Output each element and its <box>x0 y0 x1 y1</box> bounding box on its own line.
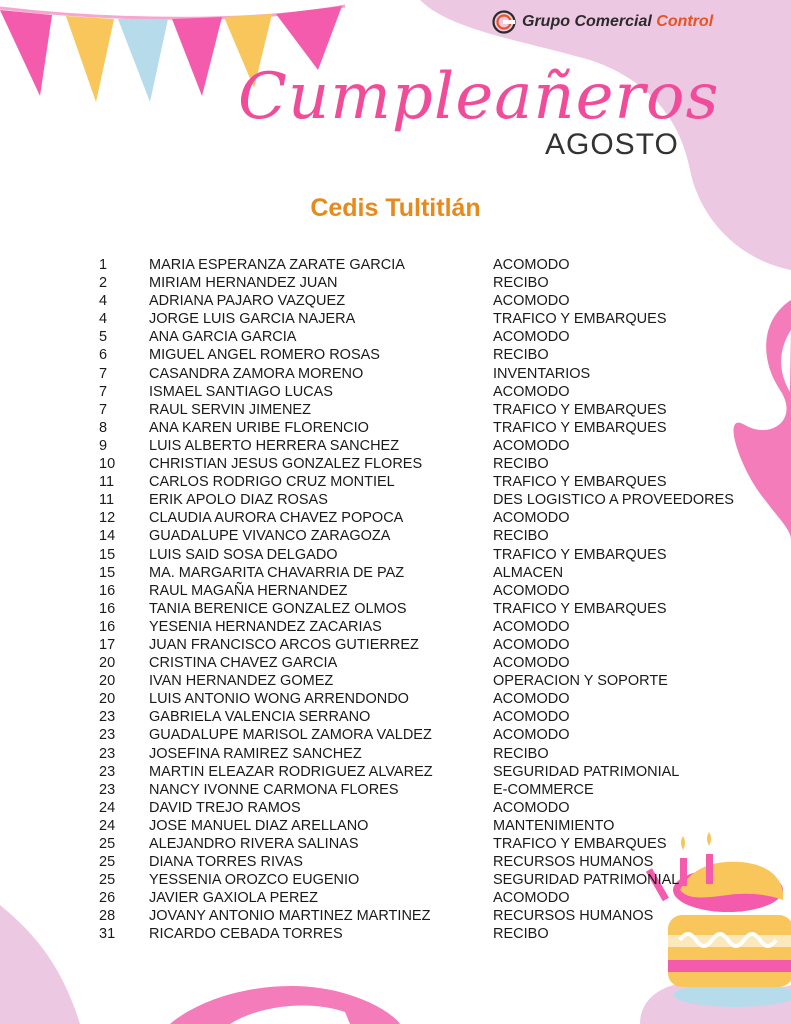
employee-name: MARTIN ELEAZAR RODRIGUEZ ALVAREZ <box>149 763 433 780</box>
employee-name: GABRIELA VALENCIA SERRANO <box>149 709 371 726</box>
logo-name-main: Grupo Comercial <box>522 13 652 30</box>
employee-name: JORGE LUIS GARCIA NAJERA <box>149 311 356 328</box>
birthday-day: 24 <box>99 799 116 816</box>
employee-name: CARLOS RODRIGO CRUZ MONTIEL <box>149 474 395 491</box>
birthday-day: 17 <box>99 636 116 653</box>
department: ALMACEN <box>493 564 564 581</box>
department: ACOMODO <box>493 799 570 816</box>
birthday-day: 8 <box>99 419 108 436</box>
employee-name: RAUL SERVIN JIMENEZ <box>149 401 311 418</box>
employee-name: CHRISTIAN JESUS GONZALEZ FLORES <box>149 456 423 473</box>
employee-name: JAVIER GAXIOLA PEREZ <box>149 890 318 907</box>
birthday-day: 25 <box>99 836 116 852</box>
department: TRAFICO Y EMBARQUES <box>493 401 667 418</box>
employee-name: MA. MARGARITA CHAVARRIA DE PAZ <box>149 564 405 581</box>
birthday-day: 11 <box>99 492 115 509</box>
employee-name: CLAUDIA AURORA CHAVEZ POPOCA <box>149 510 404 527</box>
month-label: AGOSTO <box>545 128 679 161</box>
birthday-day: 16 <box>99 600 116 617</box>
birthday-day: 28 <box>99 908 116 925</box>
birthday-day: 10 <box>99 456 116 473</box>
department: TRAFICO Y EMBARQUES <box>493 419 667 436</box>
birthday-day: 25 <box>99 854 116 871</box>
department: TRAFICO Y EMBARQUES <box>493 836 667 852</box>
bunting-flag-blue <box>118 19 168 102</box>
employee-name: JOVANY ANTONIO MARTINEZ MARTINEZ <box>149 908 431 925</box>
birthday-day: 26 <box>99 890 116 907</box>
department: ACOMODO <box>493 437 570 454</box>
birthday-day: 23 <box>99 709 116 726</box>
birthday-day: 5 <box>99 329 108 346</box>
birthday-day: 2 <box>99 275 108 292</box>
department: E-COMMERCE <box>493 781 594 798</box>
employee-name: ANA GARCIA GARCIA <box>149 329 297 346</box>
page-title: Cumpleañeros <box>238 60 720 134</box>
department: ACOMODO <box>493 293 570 310</box>
birthday-day: 1 <box>99 257 108 273</box>
bunting-flag-pink <box>0 10 52 96</box>
birthday-day: 31 <box>99 926 116 943</box>
employee-name: LUIS ALBERTO HERRERA SANCHEZ <box>149 437 400 454</box>
birthday-day: 24 <box>99 817 116 834</box>
birthday-day: 20 <box>99 691 116 708</box>
birthday-day: 20 <box>99 673 116 690</box>
birthday-day: 4 <box>99 311 108 328</box>
birthday-day: 7 <box>99 401 108 418</box>
employee-name: NANCY IVONNE CARMONA FLORES <box>149 781 399 798</box>
bunting-flag-yellow <box>66 16 114 102</box>
employee-name: TANIA BERENICE GONZALEZ OLMOS <box>149 600 407 617</box>
birthday-day: 4 <box>99 293 108 310</box>
department: TRAFICO Y EMBARQUES <box>493 474 667 491</box>
employee-name: ALEJANDRO RIVERA SALINAS <box>149 836 359 852</box>
employee-name: MARIA ESPERANZA ZARATE GARCIA <box>149 257 405 273</box>
employee-name: MIGUEL ANGEL ROMERO ROSAS <box>149 347 380 364</box>
department: RECIBO <box>493 347 549 364</box>
department: MANTENIMIENTO <box>493 817 615 834</box>
department: RECIBO <box>493 745 549 762</box>
logo-text <box>522 13 713 31</box>
employee-name: LUIS SAID SOSA DELGADO <box>149 546 338 563</box>
birthday-day: 7 <box>99 383 108 400</box>
department: ACOMODO <box>493 727 570 744</box>
employee-name: MIRIAM HERNANDEZ JUAN <box>149 275 338 292</box>
bunting-flag-pink-2 <box>172 17 222 96</box>
employee-name: GUADALUPE VIVANCO ZARAGOZA <box>149 528 391 545</box>
employee-name: CASANDRA ZAMORA MORENO <box>149 365 364 382</box>
department: INVENTARIOS <box>493 365 591 382</box>
department: RECIBO <box>493 456 549 473</box>
department: SEGURIDAD PATRIMONIAL <box>493 872 680 889</box>
birthday-day: 7 <box>99 365 108 382</box>
pink-swirl-right <box>734 300 791 540</box>
birthday-day: 23 <box>99 763 116 780</box>
birthday-day: 6 <box>99 347 108 364</box>
department: ACOMODO <box>493 890 570 907</box>
lilac-blob-bottom-left <box>0 905 80 1024</box>
employee-name: JOSE MANUEL DIAZ ARELLANO <box>149 817 369 834</box>
employee-name: ANA KAREN URIBE FLORENCIO <box>149 419 369 436</box>
department: ACOMODO <box>493 691 570 708</box>
employee-name: LUIS ANTONIO WONG ARRENDONDO <box>149 691 409 708</box>
logo-mark-icon <box>492 10 516 34</box>
birthday-day: 14 <box>99 528 116 545</box>
birthday-day: 23 <box>99 727 116 744</box>
department: ACOMODO <box>493 257 570 273</box>
birthday-day: 15 <box>99 564 116 581</box>
birthday-day: 25 <box>99 872 116 889</box>
employee-name: IVAN HERNANDEZ GOMEZ <box>149 673 334 690</box>
birthday-day: 11 <box>99 474 115 491</box>
department: RECIBO <box>493 528 549 545</box>
birthday-day: 12 <box>99 510 116 527</box>
department: RECIBO <box>493 926 549 943</box>
birthday-day: 9 <box>99 437 108 454</box>
department: ACOMODO <box>493 582 570 599</box>
employee-name: ADRIANA PAJARO VAZQUEZ <box>149 293 346 310</box>
department: RECIBO <box>493 275 549 292</box>
birthday-day: 16 <box>99 582 116 599</box>
birthday-day: 16 <box>99 618 116 635</box>
employee-name: YESENIA HERNANDEZ ZACARIAS <box>149 618 382 635</box>
employee-name: DAVID TREJO RAMOS <box>149 799 301 816</box>
department: DES LOGISTICO A PROVEEDORES <box>493 492 734 509</box>
location-subtitle: Cedis Tultitlán <box>310 194 481 222</box>
birthday-day: 23 <box>99 781 116 798</box>
company-logo <box>492 10 713 34</box>
employee-name: GUADALUPE MARISOL ZAMORA VALDEZ <box>149 727 432 744</box>
department: ACOMODO <box>493 383 570 400</box>
department: TRAFICO Y EMBARQUES <box>493 600 667 617</box>
department: ACOMODO <box>493 618 570 635</box>
cake-illustration <box>646 832 791 1007</box>
department: ACOMODO <box>493 329 570 346</box>
birthday-day: 20 <box>99 655 116 672</box>
employee-name: DIANA TORRES RIVAS <box>149 854 303 871</box>
employee-name: ISMAEL SANTIAGO LUCAS <box>149 383 333 400</box>
department: ACOMODO <box>493 636 570 653</box>
employee-name: JUAN FRANCISCO ARCOS GUTIERREZ <box>149 636 419 653</box>
department: ACOMODO <box>493 510 570 527</box>
birthday-day: 15 <box>99 546 116 563</box>
employee-name: ERIK APOLO DIAZ ROSAS <box>149 492 328 509</box>
department: OPERACION Y SOPORTE <box>493 673 668 690</box>
department: SEGURIDAD PATRIMONIAL <box>493 763 680 780</box>
department: TRAFICO Y EMBARQUES <box>493 546 667 563</box>
department: TRAFICO Y EMBARQUES <box>493 311 667 328</box>
employee-name: RICARDO CEBADA TORRES <box>149 926 343 943</box>
department: RECURSOS HUMANOS <box>493 854 654 871</box>
department: RECURSOS HUMANOS <box>493 908 654 925</box>
employee-name: JOSEFINA RAMIREZ SANCHEZ <box>149 745 362 762</box>
employee-name: YESSENIA OROZCO EUGENIO <box>149 872 360 889</box>
logo-name-accent: Control <box>656 13 714 30</box>
department: ACOMODO <box>493 655 570 672</box>
department: ACOMODO <box>493 709 570 726</box>
birthday-day: 23 <box>99 745 116 762</box>
employee-name: CRISTINA CHAVEZ GARCIA <box>149 655 338 672</box>
employee-name: RAUL MAGAÑA HERNANDEZ <box>149 582 348 599</box>
